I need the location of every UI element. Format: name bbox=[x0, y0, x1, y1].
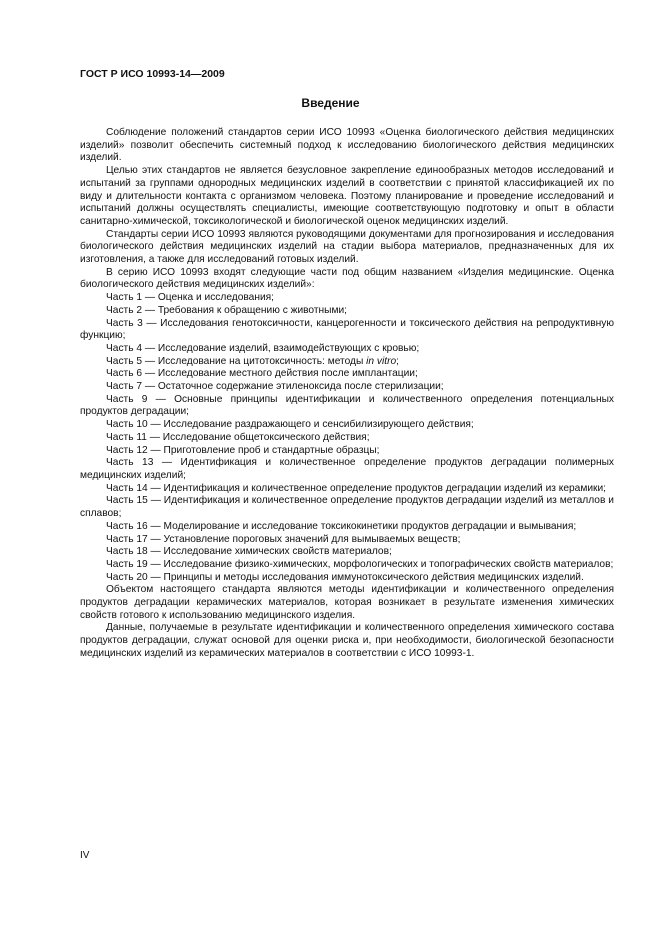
paragraph: Объектом настоящего стандарта являются методы идентификации и количественного определения продуктов деградации керамических материалов, которая возникает в результате изменения химических свойств готового к использованию медицинского изделия. bbox=[80, 584, 614, 621]
paragraph: Целью этих стандартов не является безусловное закрепление единообразных методов исследований и испытаний за группами однородных медицинских изделий в соответствии с принятой классификацией их по виду и длительности контакта с организмом человека. Поэтому планирование и проведение исследований и испытаний должны осуществлять специалисты, имеющие соответствующую подготовку и опыт в области санитарно-химической, токсикологической и биологической оценок медицинских изделий. bbox=[80, 165, 614, 227]
paragraph: Соблюдение положений стандартов серии ИСО 10993 «Оценка биологического действия медицинских изделий» позволит обеспечить системный подход к исследованию биологического действия медицинских изделий. bbox=[80, 127, 614, 164]
list-item: Часть 12 — Приготовление проб и стандартные образцы; bbox=[106, 444, 380, 456]
list-item: Часть 6 — Исследование местного действия после имплантации; bbox=[106, 368, 418, 380]
page-number: IV bbox=[80, 850, 90, 861]
list-item: Часть 2 — Требования к обращению с животными; bbox=[106, 304, 348, 316]
paragraph: В серию ИСО 10993 входят следующие части под общим названием «Изделия медицинские. Оценка биологического действия медицинских изделий»: bbox=[80, 266, 614, 291]
list-item: Часть 9 — Основные принципы идентификации и количественного определения потенциальных продуктов деградации; bbox=[80, 393, 614, 418]
list-item: Часть 10 — Исследование раздражающего и сенсибилизирующего действия; bbox=[106, 419, 474, 431]
list-item: Часть 20 — Принципы и методы исследования иммунотоксического действия медицинских изделий. bbox=[106, 571, 584, 583]
list-item: Часть 16 — Моделирование и исследование токсикокинетики продуктов деградации и вымывания; bbox=[106, 520, 577, 532]
paragraph: Стандарты серии ИСО 10993 являются руководящими документами для прогнозирования и исследования биологического действия медицинских изделий на стадии выбора материалов, предназначенных для их изготовления, а также для исследований готовых изделий. bbox=[80, 228, 614, 266]
list-item: Часть 15 — Идентификация и количественное определение продуктов деградации изделий из металлов и сплавов; bbox=[80, 495, 614, 520]
list-item: Часть 5 — Исследование на цитотоксичность: методы in vitro; bbox=[106, 355, 399, 367]
list-item: Часть 3 — Исследования генотоксичности, канцерогенности и токсического действия на репродуктивную функцию; bbox=[80, 317, 614, 342]
list-item: Часть 19 — Исследование физико-химических, морфологических и топографических свойств материалов; bbox=[106, 558, 614, 570]
list-item: Часть 4 — Исследование изделий, взаимодействующих с кровью; bbox=[106, 342, 420, 354]
list-item: Часть 13 — Идентификация и количественное определение продуктов деградации полимерных медицинских изделий; bbox=[80, 457, 614, 481]
list-item: Часть 1 — Оценка и исследования; bbox=[106, 292, 275, 304]
list-item: Часть 7 — Остаточное содержание этиленоксида после стерилизации; bbox=[106, 381, 444, 393]
document-header: ГОСТ Р ИСО 10993-14—2009 bbox=[80, 68, 225, 80]
list-item: Часть 14 — Идентификация и количественное определение продуктов деградации изделий из керамики; bbox=[106, 482, 607, 494]
list-item: Часть 18 — Исследование химических свойств материалов; bbox=[106, 546, 392, 558]
paragraph: Данные, получаемые в результате идентификации и количественного определения химического состава продуктов деградации, служат основой для оценки риска и, при необходимости, биологической безопасности медицинских изделий из керамических материалов в соответствии с ИСО 10993-1. bbox=[80, 622, 614, 659]
section-title: Введение bbox=[301, 96, 360, 110]
parts-list bbox=[80, 292, 614, 584]
list-item: Часть 11 — Исследование общетоксического действия; bbox=[106, 431, 370, 443]
section-body bbox=[80, 127, 614, 661]
list-item: Часть 17 — Установление пороговых значений для вымываемых веществ; bbox=[106, 533, 461, 545]
